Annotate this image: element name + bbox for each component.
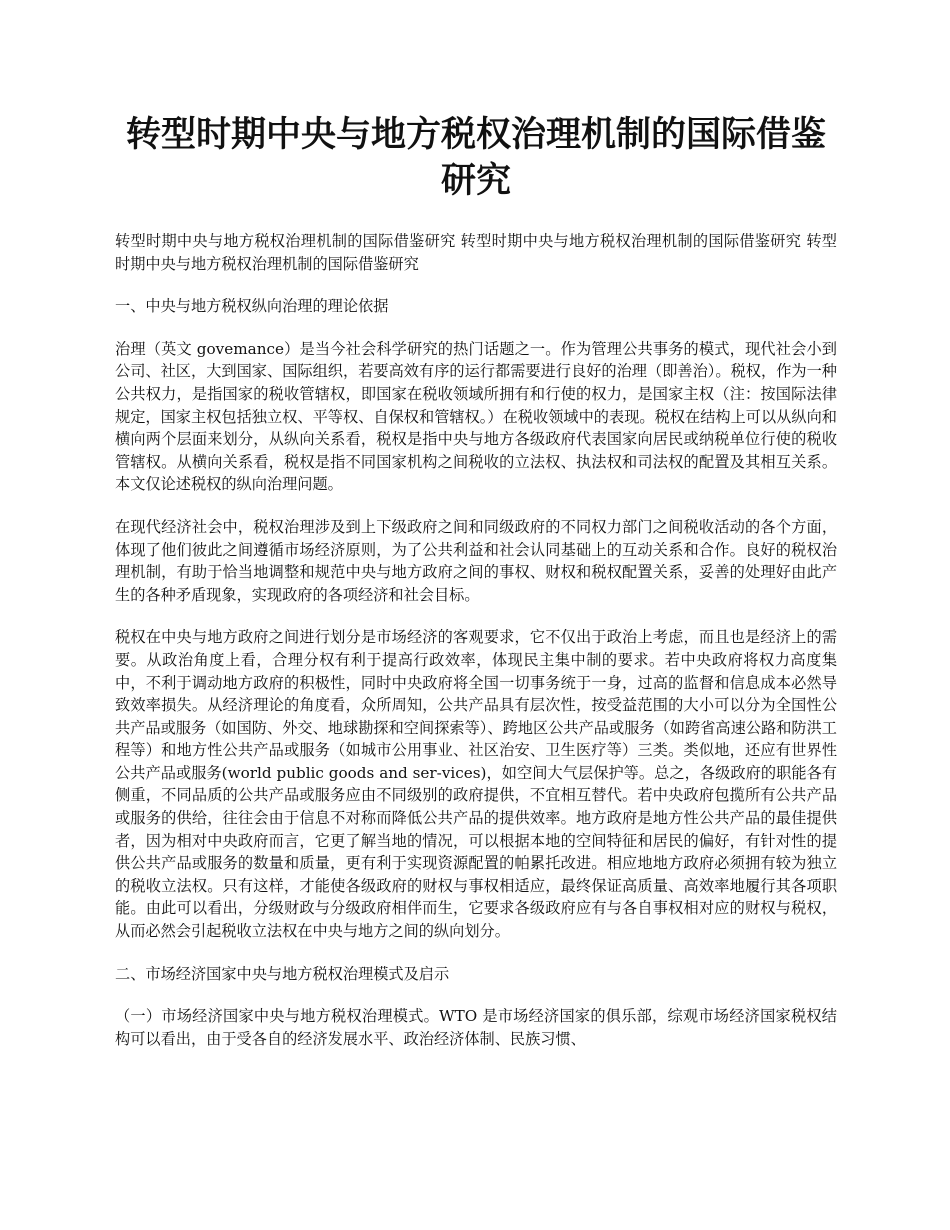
body-paragraph: 税权在中央与地方政府之间进行划分是市场经济的客观要求，它不仅出于政治上考虑，而且也是经济上的需要。从政治角度上看，合理分权有利于提高行政效率，体现民主集中制的要求。若中央政府将权力高度集中，不利于调动地方政府的积极性，同时中央政府将全国一切事务统于一身，过高的监督和信息成本必然导致效率损失。从经济理论的角度看，众所周知，公共产品具有层次性，按受益范围的大小可以分为全国性公共产品或服务（如国防、外交、地球勘探和空间探索等）、跨地区公共产品或服务（如跨省高速公路和防洪工程等）和地方性公共产品或服务（如城市公用事业、社区治安、卫生医疗等）三类。类似地，还应有世界性公共产品或服务(world public goods and ser-vices)，如空间大气层保护等。总之，各级政府的职能各有侧重，不同品质的公共产品或服务应由不同级别的政府提供，不宜相互替代。若中央政府包揽所有公共产品或服务的供给，往往会由于信息不对称而降低公共产品的提供效率。地方政府是地方性公共产品的最佳提供者，因为相对中央政府而言，它更了解当地的情况，可以根据本地的空间特征和居民的偏好，有针对性的提供公共产品或服务的数量和质量，更有利于实现资源配置的帕累托改进。相应地地方政府必须拥有较为独立的税收立法权。只有这样，才能使各级政府的财权与事权相适应，最终保证高质量、高效率地履行其各项职能。由此可以看出，分级财政与分级政府相伴而生，它要求各级政府应有与各自事权相对应的财权与税权，从而必然会引起税收立法权在中央与地方之间的纵向划分。 <box>115 628 837 941</box>
document-title: 转型时期中央与地方税权治理机制的国际借鉴研究 <box>125 115 826 201</box>
section-heading-1: 一、中央与地方税权纵向治理的理论依据 <box>115 297 389 316</box>
body-paragraph: （一）市场经济国家中央与地方税权治理模式。WTO 是市场经济国家的俱乐部，综观市场经济国家税权结构可以看出，由于受各自的经济发展水平、政治经济体制、民族习惯、 <box>115 1007 837 1048</box>
body-paragraph: 治理（英文 govemance）是当今社会科学研究的热门话题之一。作为管理公共事务的模式，现代社会小到公司、社区，大到国家、国际组织，若要高效有序的运行都需要进行良好的治理（即善治）。税权，作为一种公共权力，是指国家的税收管辖权，即国家在税收领域所拥有和行使的权力，是国家主权（注：按国际法律规定，国家主权包括独立权、平等权、自保权和管辖权。）在税收领域中的表现。税权在结构上可以从纵向和横向两个层面来划分，从纵向关系看，税权是指中央与地方各级政府代表国家向居民或纳税单位行使的税收管辖权。从横向关系看，税权是指不同国家机构之间税收的立法权、执法权和司法权的配置及其相互关系。本文仅论述税权的纵向治理问题。 <box>115 339 837 494</box>
section-heading-2: 二、市场经济国家中央与地方税权治理模式及启示 <box>115 964 450 983</box>
title-repeat-paragraph: 转型时期中央与地方税权治理机制的国际借鉴研究 转型时期中央与地方税权治理机制的国际借鉴研究 转型时期中央与地方税权治理机制的国际借鉴研究 <box>115 232 837 273</box>
body-paragraph: 在现代经济社会中，税权治理涉及到上下级政府之间和同级政府的不同权力部门之间税收活动的各个方面，体现了他们彼此之间遵循市场经济原则，为了公共利益和社会认同基础上的互动关系和合作。良好的税权治理机制，有助于恰当地调整和规范中央与地方政府之间的事权、财权和税权配置关系，妥善的处理好由此产生的各种矛盾现象，实现政府的各项经济和社会目标。 <box>115 517 837 604</box>
